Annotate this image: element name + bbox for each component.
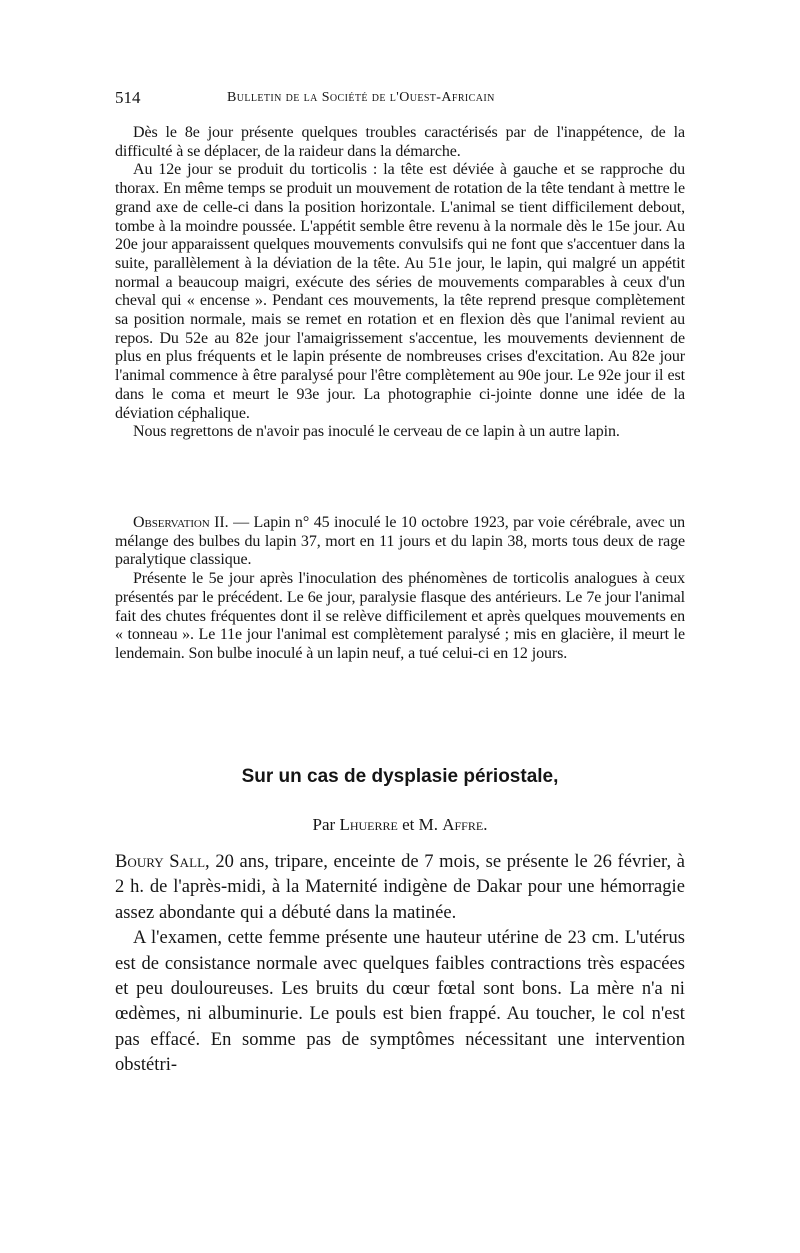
article-title: Sur un cas de dysplasie périostale,	[241, 766, 559, 787]
journal-title: Bulletin de la Société de l'Ouest-Africain	[227, 90, 495, 105]
article-body	[115, 850, 685, 1079]
observation-one-text	[115, 124, 685, 442]
running-head	[115, 88, 685, 112]
paragraph: Présente le 5e jour après l'inoculation des phénomènes de torticolis analogues à ceux présentés par le précédent. Le 6e jour, paralysie flasque des antérieurs. Le 7e jour l'animal fait des chutes fréquentes dont il se relève difficilement et après quelques mouvements en « tonneau ». Le 11e jour l'animal est complètement paralysé ; mis en glacière, il meurt le lendemain. Son bulbe inoculé à un lapin neuf, a tué celui-ci en 12 jours.	[115, 570, 685, 662]
observation-two-text	[115, 514, 685, 664]
observation-label: Observation II.	[133, 514, 229, 531]
observation-two-intro	[115, 514, 685, 570]
page-number: 514	[115, 88, 141, 107]
author-name: Affre.	[442, 815, 488, 834]
article-paragraph: A l'examen, cette femme présente une hauteur utérine de 23 cm. L'utérus est de consistance normale avec quelques faibles contractions très espacées et peu douloureuses. Les bruits du cœur fœtal sont bons. La mère n'a ni œdèmes, ni albuminurie. Le pouls est bien frappé. Au toucher, le col n'est pas effacé. En somme pas de symptômes nécessitant une intervention obstétri-	[115, 928, 685, 1076]
author-name: Lhuerre	[339, 815, 398, 834]
observation-intro-text: — Lapin n° 45 inoculé le 10 octobre 1923, par voie cérébrale, avec un mélange des bulbes du lapin 37, mort en 11 jours et du lapin 38, morts tous deux de rage paralytique classique.	[115, 514, 685, 569]
patient-name: Boury Sall,	[115, 852, 210, 872]
article-paragraph	[115, 850, 685, 926]
paragraph: Nous regrettons de n'avoir pas inoculé le cerveau de ce lapin à un autre lapin.	[133, 423, 620, 441]
authors-line	[115, 815, 685, 835]
authors-joiner: et M.	[397, 815, 443, 834]
paragraph: Dès le 8e jour présente quelques troubles caractérisés par de l'inappétence, de la difficulté à se déplacer, de la raideur dans la démarche.	[115, 124, 685, 160]
paragraph: Au 12e jour se produit du torticolis : la tête est déviée à gauche et se rapproche du thorax. En même temps se produit un mouvement de rotation de la tête tendant à mettre le grand axe de celle-ci dans la position horizontale. L'animal se tient difficilement debout, tombe à la moindre poussée. L'appétit semble être revenu à la normale dès le 15e jour. Au 20e jour apparaissent quelques mouvements convulsifs qui ne font que s'accentuer dans la suite, parallèlement à la déviation de la tête. Au 51e jour, le lapin, qui malgré un appétit normal a beaucoup maigri, exécute des séries de mouvements comparables à ceux d'un cheval qui « encense ». Pendant ces mouvements, la tête reprend presque complètement sa position normale, mais se remet en rotation et en flexion dès que l'animal revient au repos. Du 52e au 82e jour l'amaigrissement s'accentue, les mouvements deviennent de plus en plus fréquents et le lapin présente de nombreuses crises d'excitation. Au 82e jour l'animal commence à être paralysé pour l'être complètement au 90e jour. Le 92e jour il est dans le coma et meurt le 93e jour. La photographie ci-jointe donne une idée de la déviation céphalique.	[115, 161, 685, 422]
paragraph-text: 20 ans, tripare, enceinte de 7 mois, se présente le 26 février, à 2 h. de l'après-midi, à la Maternité indigène de Dakar pour une hémorragie assez abondante qui a débuté dans la matinée.	[115, 852, 685, 923]
authors-prefix: Par	[312, 815, 340, 834]
